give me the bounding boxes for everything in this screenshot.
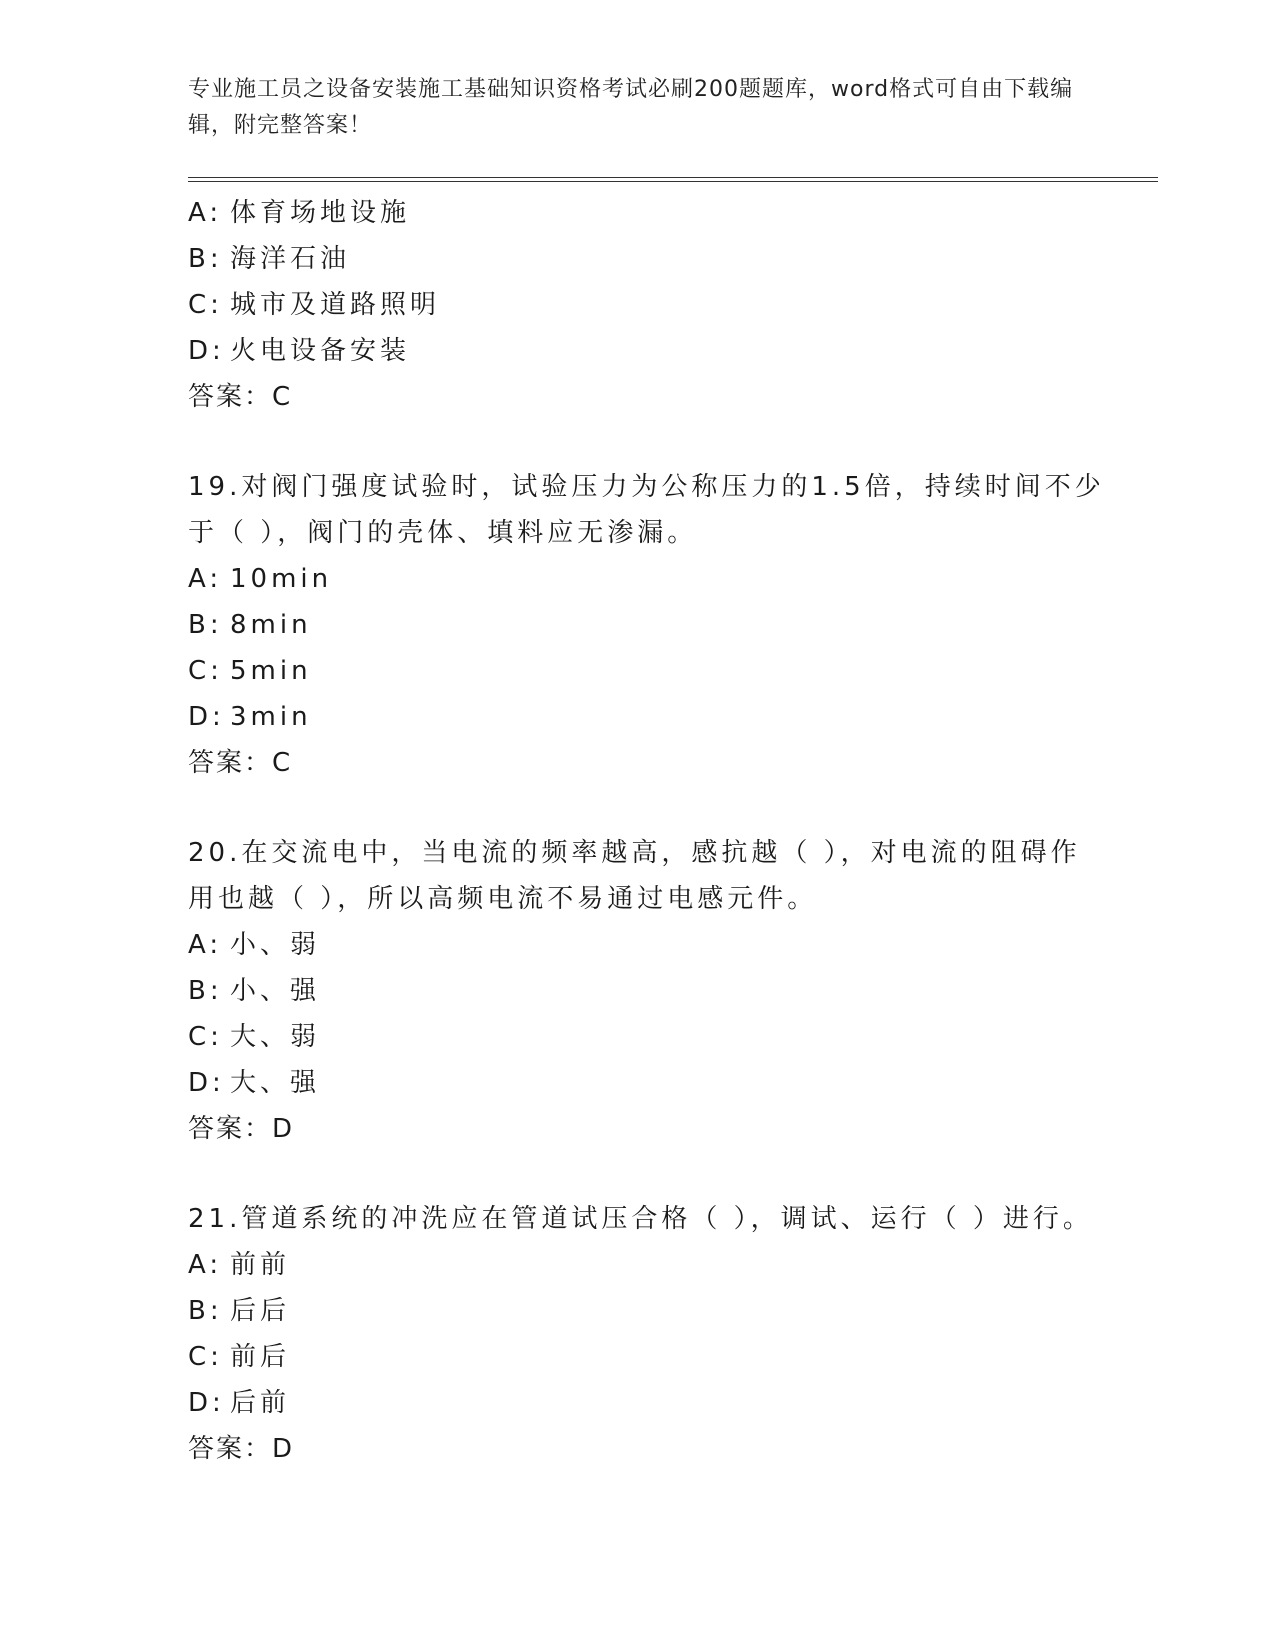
question-list	[188, 190, 1108, 1472]
question-block	[188, 1196, 1108, 1472]
option-c: C: 城市及道路照明	[188, 290, 441, 320]
option-a: A: 体育场地设施	[188, 198, 411, 228]
answer-line: 答案：D	[188, 1434, 295, 1464]
option-b: B: 8min	[188, 610, 312, 640]
answer-line: 答案：C	[188, 748, 293, 778]
option-a: A: 小、弱	[188, 930, 321, 960]
option-c: C: 大、弱	[188, 1022, 321, 1052]
option-b: B: 后后	[188, 1296, 291, 1326]
answer-line: 答案：C	[188, 382, 293, 412]
option-c: C: 前后	[188, 1342, 291, 1372]
option-c: C: 5min	[188, 656, 312, 686]
option-b: B: 海洋石油	[188, 244, 351, 274]
question-text: 21.管道系统的冲洗应在管道试压合格（ ），调试、运行（ ）进行。	[188, 1204, 1093, 1234]
question-text: 19.对阀门强度试验时，试验压力为公称压力的1.5倍，持续时间不少于（ ），阀门的壳体、填料应无渗漏。	[188, 472, 1105, 548]
question-block	[188, 190, 1108, 420]
header-divider	[188, 177, 1158, 182]
option-d: D: 3min	[188, 702, 312, 732]
option-a: A: 前前	[188, 1250, 291, 1280]
question-block	[188, 830, 1108, 1152]
option-d: D: 后前	[188, 1388, 291, 1418]
question-text: 20.在交流电中，当电流的频率越高，感抗越（ ），对电流的阻碍作用也越（ ），所以高频电流不易通过电感元件。	[188, 838, 1081, 914]
option-d: D: 大、强	[188, 1068, 321, 1098]
question-block	[188, 464, 1108, 786]
option-a: A: 10min	[188, 564, 333, 594]
option-b: B: 小、强	[188, 976, 321, 1006]
document-header-title: 专业施工员之设备安装施工基础知识资格考试必刷200题题库，word格式可自由下载编辑，附完整答案！	[188, 77, 1074, 138]
answer-line: 答案：D	[188, 1114, 295, 1144]
option-d: D: 火电设备安装	[188, 336, 411, 366]
